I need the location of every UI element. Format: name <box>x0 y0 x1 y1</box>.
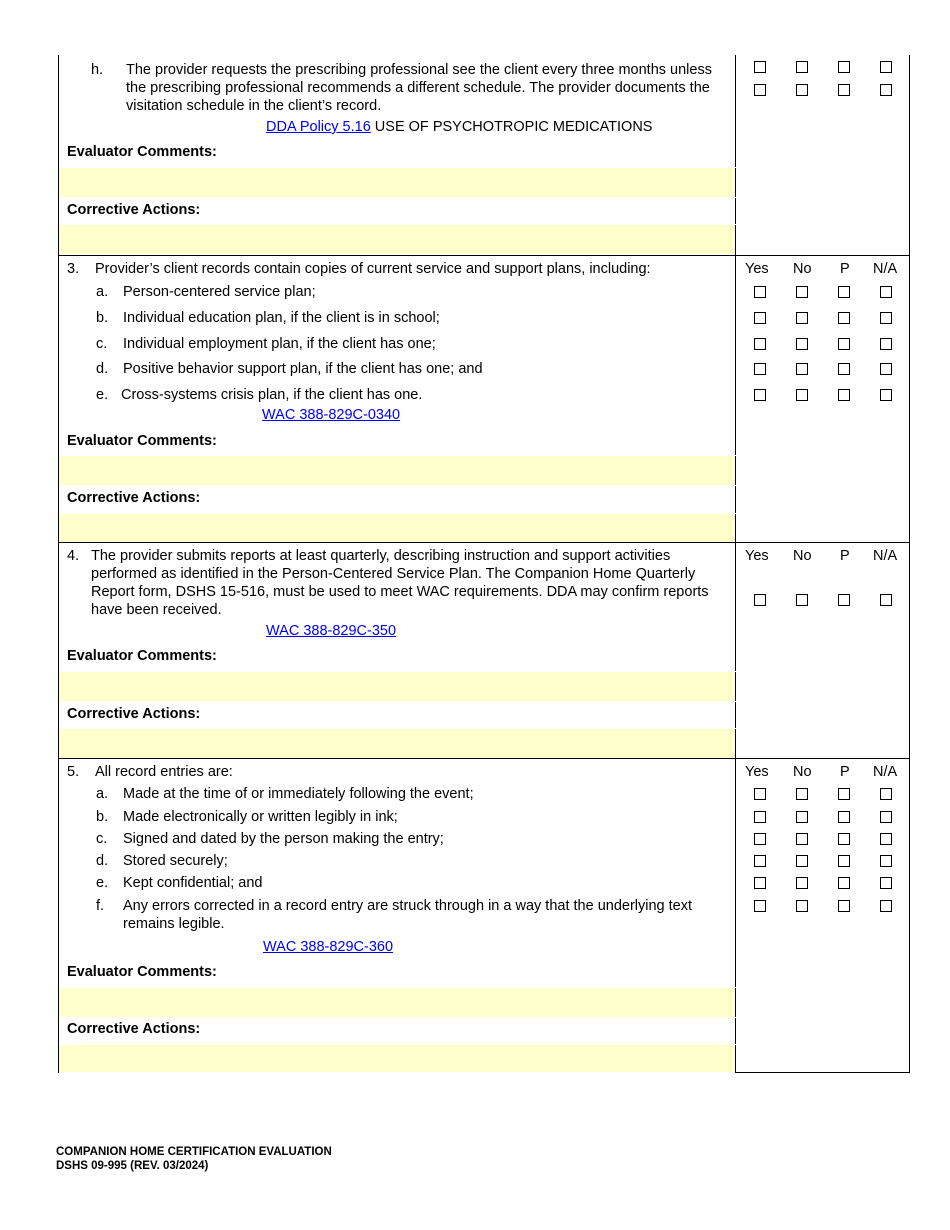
checkbox-p[interactable] <box>838 84 850 96</box>
checkbox-no[interactable] <box>796 788 808 800</box>
checkbox-no[interactable] <box>796 389 808 401</box>
checkbox-yes[interactable] <box>754 855 766 867</box>
checkbox-p[interactable] <box>838 877 850 889</box>
item-3d-letter: d. <box>96 361 109 377</box>
wac-360-link[interactable]: WAC 388-829C-360 <box>263 939 394 955</box>
checkbox-p[interactable] <box>838 900 850 912</box>
checkbox-na[interactable] <box>880 363 892 375</box>
checkbox-p[interactable] <box>838 389 850 401</box>
column-p-header: P <box>840 261 850 277</box>
checkbox-no[interactable] <box>796 900 808 912</box>
item-3-intro: Provider’s client records contain copies of current service and support plans, including: <box>95 261 651 277</box>
column-yes-header: Yes <box>745 764 769 780</box>
form-number: DSHS 09-995 (REV. 03/2024) <box>56 1160 209 1172</box>
item-h-reference <box>266 119 652 135</box>
item-4-section <box>58 542 910 759</box>
checkbox-p[interactable] <box>838 286 850 298</box>
column-p-header: P <box>840 764 850 780</box>
checkbox-na[interactable] <box>880 877 892 889</box>
corrective-actions-label: Corrective Actions: <box>67 490 201 506</box>
checkbox-na[interactable] <box>880 855 892 867</box>
checkbox-no[interactable] <box>796 594 808 606</box>
item-5-number: 5. <box>67 764 80 780</box>
checkbox-no[interactable] <box>796 833 808 845</box>
item-5d-text: Stored securely; <box>123 853 228 869</box>
checkbox-na[interactable] <box>880 61 892 73</box>
checkbox-yes[interactable] <box>754 788 766 800</box>
checkbox-no[interactable] <box>796 312 808 324</box>
checkbox-no[interactable] <box>796 877 808 889</box>
form-title: COMPANION HOME CERTIFICATION EVALUATION <box>56 1146 332 1158</box>
checkbox-no[interactable] <box>796 286 808 298</box>
dda-policy-title: USE OF PSYCHOTROPIC MEDICATIONS <box>370 119 653 135</box>
checkbox-na[interactable] <box>880 833 892 845</box>
item-5-section <box>58 758 910 1073</box>
item-4-number: 4. <box>67 548 80 564</box>
item-3e-text: Cross-systems crisis plan, if the client has one. <box>121 387 423 403</box>
checkbox-no[interactable] <box>796 338 808 350</box>
checkbox-yes[interactable] <box>754 61 766 73</box>
page-footer <box>56 1145 332 1173</box>
item-3b-letter: b. <box>96 310 109 326</box>
checkbox-p[interactable] <box>838 788 850 800</box>
item-5b-text: Made electronically or written legibly in ink; <box>123 809 398 825</box>
checkbox-p[interactable] <box>838 312 850 324</box>
checkbox-na[interactable] <box>880 84 892 96</box>
item-5f-text: Any errors corrected in a record entry are struck through in a way that the underlying text remains legible. <box>123 898 692 932</box>
checkbox-na[interactable] <box>880 286 892 298</box>
corrective-actions-field[interactable] <box>59 224 735 255</box>
checkbox-p[interactable] <box>838 833 850 845</box>
corrective-actions-field[interactable] <box>59 1044 735 1073</box>
corrective-actions-label: Corrective Actions: <box>67 202 201 218</box>
checkbox-yes[interactable] <box>754 833 766 845</box>
evaluator-comments-label: Evaluator Comments: <box>67 433 217 449</box>
checkbox-no[interactable] <box>796 855 808 867</box>
item-5d-letter: d. <box>96 853 109 869</box>
checkbox-p[interactable] <box>838 363 850 375</box>
item-5b-letter: b. <box>96 809 109 825</box>
checkbox-na[interactable] <box>880 312 892 324</box>
wac-350-link[interactable]: WAC 388-829C-350 <box>266 623 397 639</box>
wac-0340-link[interactable]: WAC 388-829C-0340 <box>262 407 401 423</box>
checkbox-no[interactable] <box>796 84 808 96</box>
item-5f-letter: f. <box>96 898 105 914</box>
evaluator-comments-label: Evaluator Comments: <box>67 648 217 664</box>
checkbox-no[interactable] <box>796 61 808 73</box>
item-5c-letter: c. <box>96 831 108 847</box>
column-no-header: No <box>793 261 812 277</box>
checkbox-p[interactable] <box>838 338 850 350</box>
checkbox-yes[interactable] <box>754 594 766 606</box>
column-no-header: No <box>793 548 812 564</box>
checkbox-na[interactable] <box>880 900 892 912</box>
item-3a-text: Person-centered service plan; <box>123 284 316 300</box>
checkbox-yes[interactable] <box>754 389 766 401</box>
item-3c-letter: c. <box>96 336 108 352</box>
section-h <box>58 55 910 256</box>
evaluator-comments-field[interactable] <box>59 455 735 486</box>
item-3-number: 3. <box>67 261 80 277</box>
checkbox-na[interactable] <box>880 811 892 823</box>
evaluator-comments-field[interactable] <box>59 987 735 1018</box>
corrective-actions-field[interactable] <box>59 513 735 544</box>
column-na-header: N/A <box>873 261 898 277</box>
item-5-intro: All record entries are: <box>95 764 233 780</box>
item-3c-text: Individual employment plan, if the client has one; <box>123 336 436 352</box>
checkbox-p[interactable] <box>838 855 850 867</box>
item-3b-text: Individual education plan, if the client is in school; <box>123 310 440 326</box>
item-5e-text: Kept confidential; and <box>123 875 263 891</box>
checkbox-p[interactable] <box>838 594 850 606</box>
checkbox-p[interactable] <box>838 61 850 73</box>
item-5a-letter: a. <box>96 786 109 802</box>
item-3a-letter: a. <box>96 284 109 300</box>
checkbox-na[interactable] <box>880 788 892 800</box>
evaluator-comments-label: Evaluator Comments: <box>67 964 217 980</box>
checkbox-na[interactable] <box>880 594 892 606</box>
corrective-actions-label: Corrective Actions: <box>67 1021 201 1037</box>
checkbox-yes[interactable] <box>754 84 766 96</box>
checkbox-na[interactable] <box>880 389 892 401</box>
checkbox-yes[interactable] <box>754 338 766 350</box>
item-h-letter: h. <box>91 62 104 78</box>
checkbox-yes[interactable] <box>754 811 766 823</box>
checkbox-yes[interactable] <box>754 363 766 375</box>
evaluator-comments-label: Evaluator Comments: <box>67 144 217 160</box>
item-3e-letter: e. <box>96 387 109 403</box>
checkbox-yes[interactable] <box>754 877 766 889</box>
column-na-header: N/A <box>873 548 898 564</box>
column-no-header: No <box>793 764 812 780</box>
corrective-actions-field[interactable] <box>59 728 735 759</box>
item-5c-text: Signed and dated by the person making the entry; <box>123 831 444 847</box>
corrective-actions-label: Corrective Actions: <box>67 706 201 722</box>
checkbox-yes[interactable] <box>754 286 766 298</box>
checkbox-na[interactable] <box>880 338 892 350</box>
item-3-section <box>58 255 910 543</box>
evaluator-comments-field[interactable] <box>59 671 735 702</box>
checkbox-yes[interactable] <box>754 900 766 912</box>
column-yes-header: Yes <box>745 261 769 277</box>
item-4-text: The provider submits reports at least quarterly, describing instruction and support activities performed as identified in the Person-Centered Service Plan. The Companion Home Quarterly Report form, DSHS 15-516, must be used to meet WAC requirements. DDA may confirm reports have been received. <box>91 548 709 618</box>
checkbox-no[interactable] <box>796 811 808 823</box>
column-p-header: P <box>840 548 850 564</box>
checkbox-p[interactable] <box>838 811 850 823</box>
item-3d-text: Positive behavior support plan, if the client has one; and <box>123 361 483 377</box>
column-yes-header: Yes <box>745 548 769 564</box>
dda-policy-link[interactable]: DDA Policy 5.16 <box>266 119 371 135</box>
item-h-text: The provider requests the prescribing professional see the client every three months unless the prescribing professional recommends a different schedule. The provider documents the visitation schedule in the client’s record. <box>126 62 712 114</box>
item-5e-letter: e. <box>96 875 109 891</box>
item-5a-text: Made at the time of or immediately following the event; <box>123 786 474 802</box>
checkbox-no[interactable] <box>796 363 808 375</box>
column-na-header: N/A <box>873 764 898 780</box>
checkbox-yes[interactable] <box>754 312 766 324</box>
evaluator-comments-field[interactable] <box>59 167 735 198</box>
